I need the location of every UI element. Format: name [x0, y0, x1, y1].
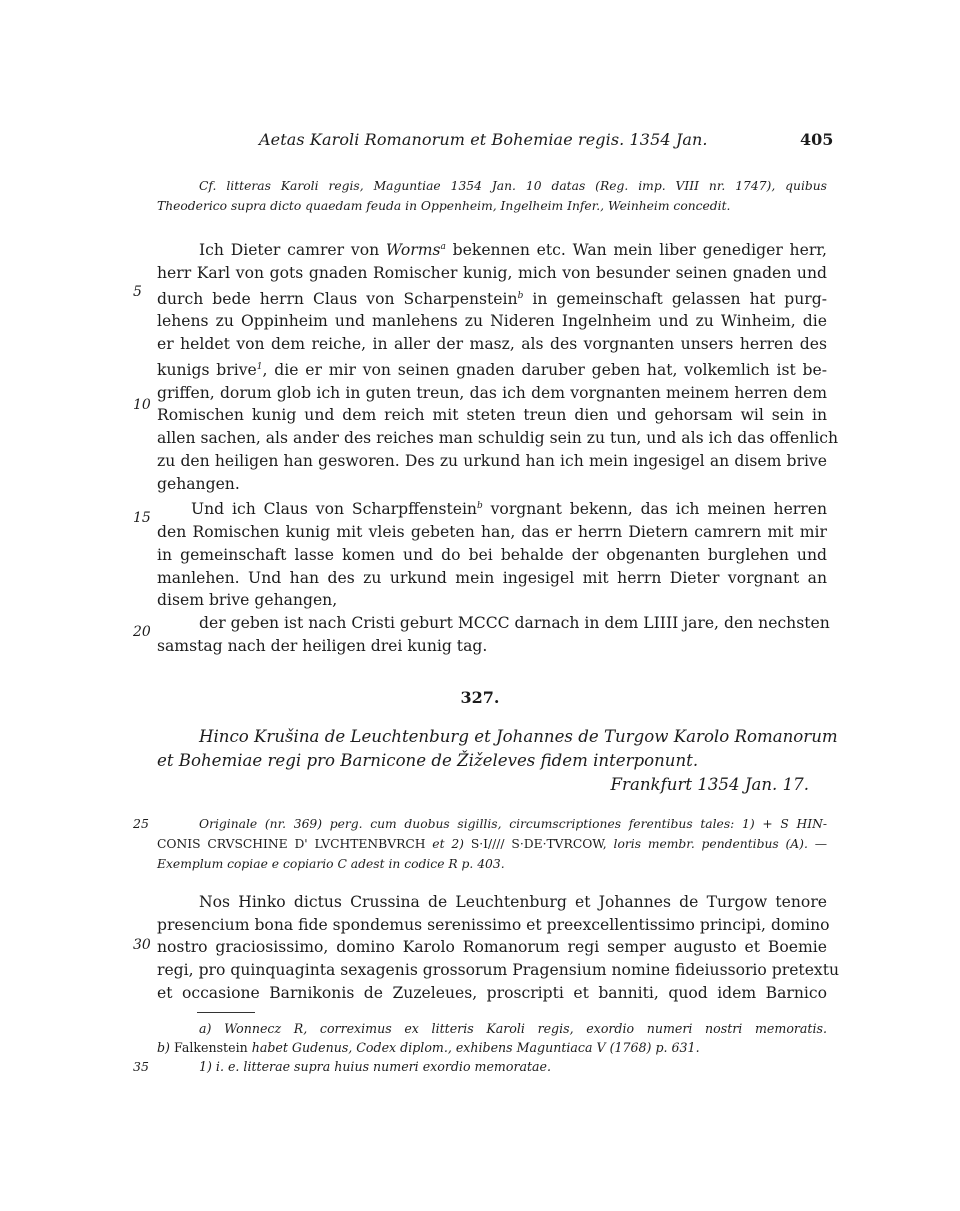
place-date: Frankfurt 1354 Jan. 17.	[610, 775, 809, 794]
text-line: der geben ist nach Cristi geburt MCCC darnach in dem LIIII jare, den nechsten	[199, 614, 830, 632]
footnote-rule	[197, 1012, 255, 1013]
running-header	[0, 130, 960, 152]
document-number: 327.	[460, 688, 500, 707]
text-line: griffen, dorum glob ich in guten treun, das ich dem vorgnanten meinem herren dem	[157, 383, 827, 402]
running-title: Aetas Karoli Romanorum et Bohemiae regis. 1354 Jan.	[259, 130, 708, 149]
footnote-b: b) Falkenstein habet Gudenus, Codex diplom., exhibens Maguntiaca V (1768) p. 631.	[157, 1040, 700, 1055]
line-number: 30	[133, 937, 151, 953]
source-note-line: CONIS CRVSCHINE D' LVCHTENBVRCH et 2) S·I//// S·DE·TVRCOW, loris membr. pendentibus (A). —	[157, 837, 828, 851]
charter-text	[157, 236, 838, 657]
text-line: presencium bona fide spondemus serenissimo et preexcellentissimo principi, domino	[157, 915, 830, 934]
text-line: regi, pro quinquaginta sexagenis grossorum Pragensium nomine fideiussorio pretextu	[157, 961, 840, 980]
line-number: 20	[133, 624, 151, 640]
text-line: gehangen.	[157, 474, 240, 493]
source-note	[157, 814, 827, 874]
text-line: in gemeinschaft lasse komen und do bei behalde der obgenanten burglehen und	[157, 545, 827, 564]
text-line: Ich Dieter camrer von Worms$^a$ bekennen etc. Wan mein liber genediger herr,	[199, 241, 827, 260]
text-line: er heldet von dem reiche, in aller der masz, als des vorgnanten unsers herren des	[157, 335, 827, 354]
text-line: herr Karl von gots gnaden Romischer kunig, mich von besunder seinen gnaden und	[157, 263, 827, 282]
line-number: 35	[133, 1059, 149, 1074]
text-line: Romischen kunig und dem reich mit steten treun dien und gehorsam wil sein in	[157, 406, 827, 425]
footnotes	[157, 1019, 827, 1076]
text-line: et occasione Barnikonis de Zuzeleues, proscripti et banniti, quod idem Barnico	[157, 983, 827, 1002]
text-line: zu den heiligen han gesworen. Des zu urkund han ich mein ingesigel an disem brive	[157, 451, 827, 470]
text-line: lehens zu Oppinheim und manlehens zu Nideren Ingelnheim und zu Winheim, die	[157, 312, 827, 331]
line-number: 10	[133, 397, 151, 413]
text-line: Und ich Claus von Scharpffenstein$^b$ vorgnant bekenn, das ich meinen herren	[191, 500, 827, 519]
text-line: allen sachen, als ander des reiches man schuldig sein zu tun, und als ich das offenlich	[157, 429, 838, 448]
footnote-1: 1) i. e. litterae supra huius numeri exordio memoratae.	[199, 1059, 552, 1074]
intro-note-line: Cf. litteras Karoli regis, Maguntiae 1354 Jan. 10 datas (Reg. imp. VIII nr. 1747), quibus	[199, 179, 827, 193]
text-line: kunigs brive$^1$, die er mir von seinen gnaden daruber geben hat, volkemlich ist be-	[157, 361, 827, 380]
text-line: disem brive gehangen,	[157, 591, 338, 610]
intro-note-line: Theoderico supra dicto quaedam feuda in Oppenheim, Ingelheim Infer., Weinheim concedit.	[157, 199, 731, 213]
text-line: nostro graciosissimo, domino Karolo Romanorum regi semper augusto et Boemie	[157, 938, 827, 957]
line-number: 15	[133, 510, 151, 526]
text-line: Nos Hinko dictus Crussina de Leuchtenburg et Johannes de Turgow tenore	[199, 893, 827, 911]
footnote-a: a) Wonnecz R, correximus ex litteris Karoli regis, exordio numeri nostri memoratis.	[199, 1021, 827, 1036]
line-number: 25	[133, 816, 149, 831]
source-note-line: Exemplum copiae e copiario C adest in codice R p. 403.	[157, 857, 505, 871]
page-number: 405	[800, 130, 834, 149]
text-line: durch bede herrn Claus von Scharpenstein$^b$ in gemeinschaft gelassen hat purg-	[157, 289, 827, 308]
charter-text-2	[157, 891, 840, 1005]
text-line: samstag nach der heiligen drei kunig tag.	[157, 636, 488, 655]
regest-line: et Bohemiae regi pro Barnicone de Žiželeves fidem interponunt.	[157, 750, 699, 770]
intro-note	[157, 176, 827, 216]
regest	[157, 725, 838, 772]
text-line: manlehen. Und han des zu urkund mein ingesigel mit herrn Dieter vorgnant an	[157, 568, 827, 587]
regest-line: Hinco Krušina de Leuchtenburg et Johannes de Turgow Karolo Romanorum	[199, 727, 838, 746]
text-line: den Romischen kunig mit vleis gebeten han, das er herrn Dietern camrern mit mir	[157, 523, 827, 542]
line-number: 5	[133, 284, 142, 300]
source-note-line: Originale (nr. 369) perg. cum duobus sigillis, circumscriptiones ferentibus tales: 1) + S HIN-	[199, 817, 827, 831]
